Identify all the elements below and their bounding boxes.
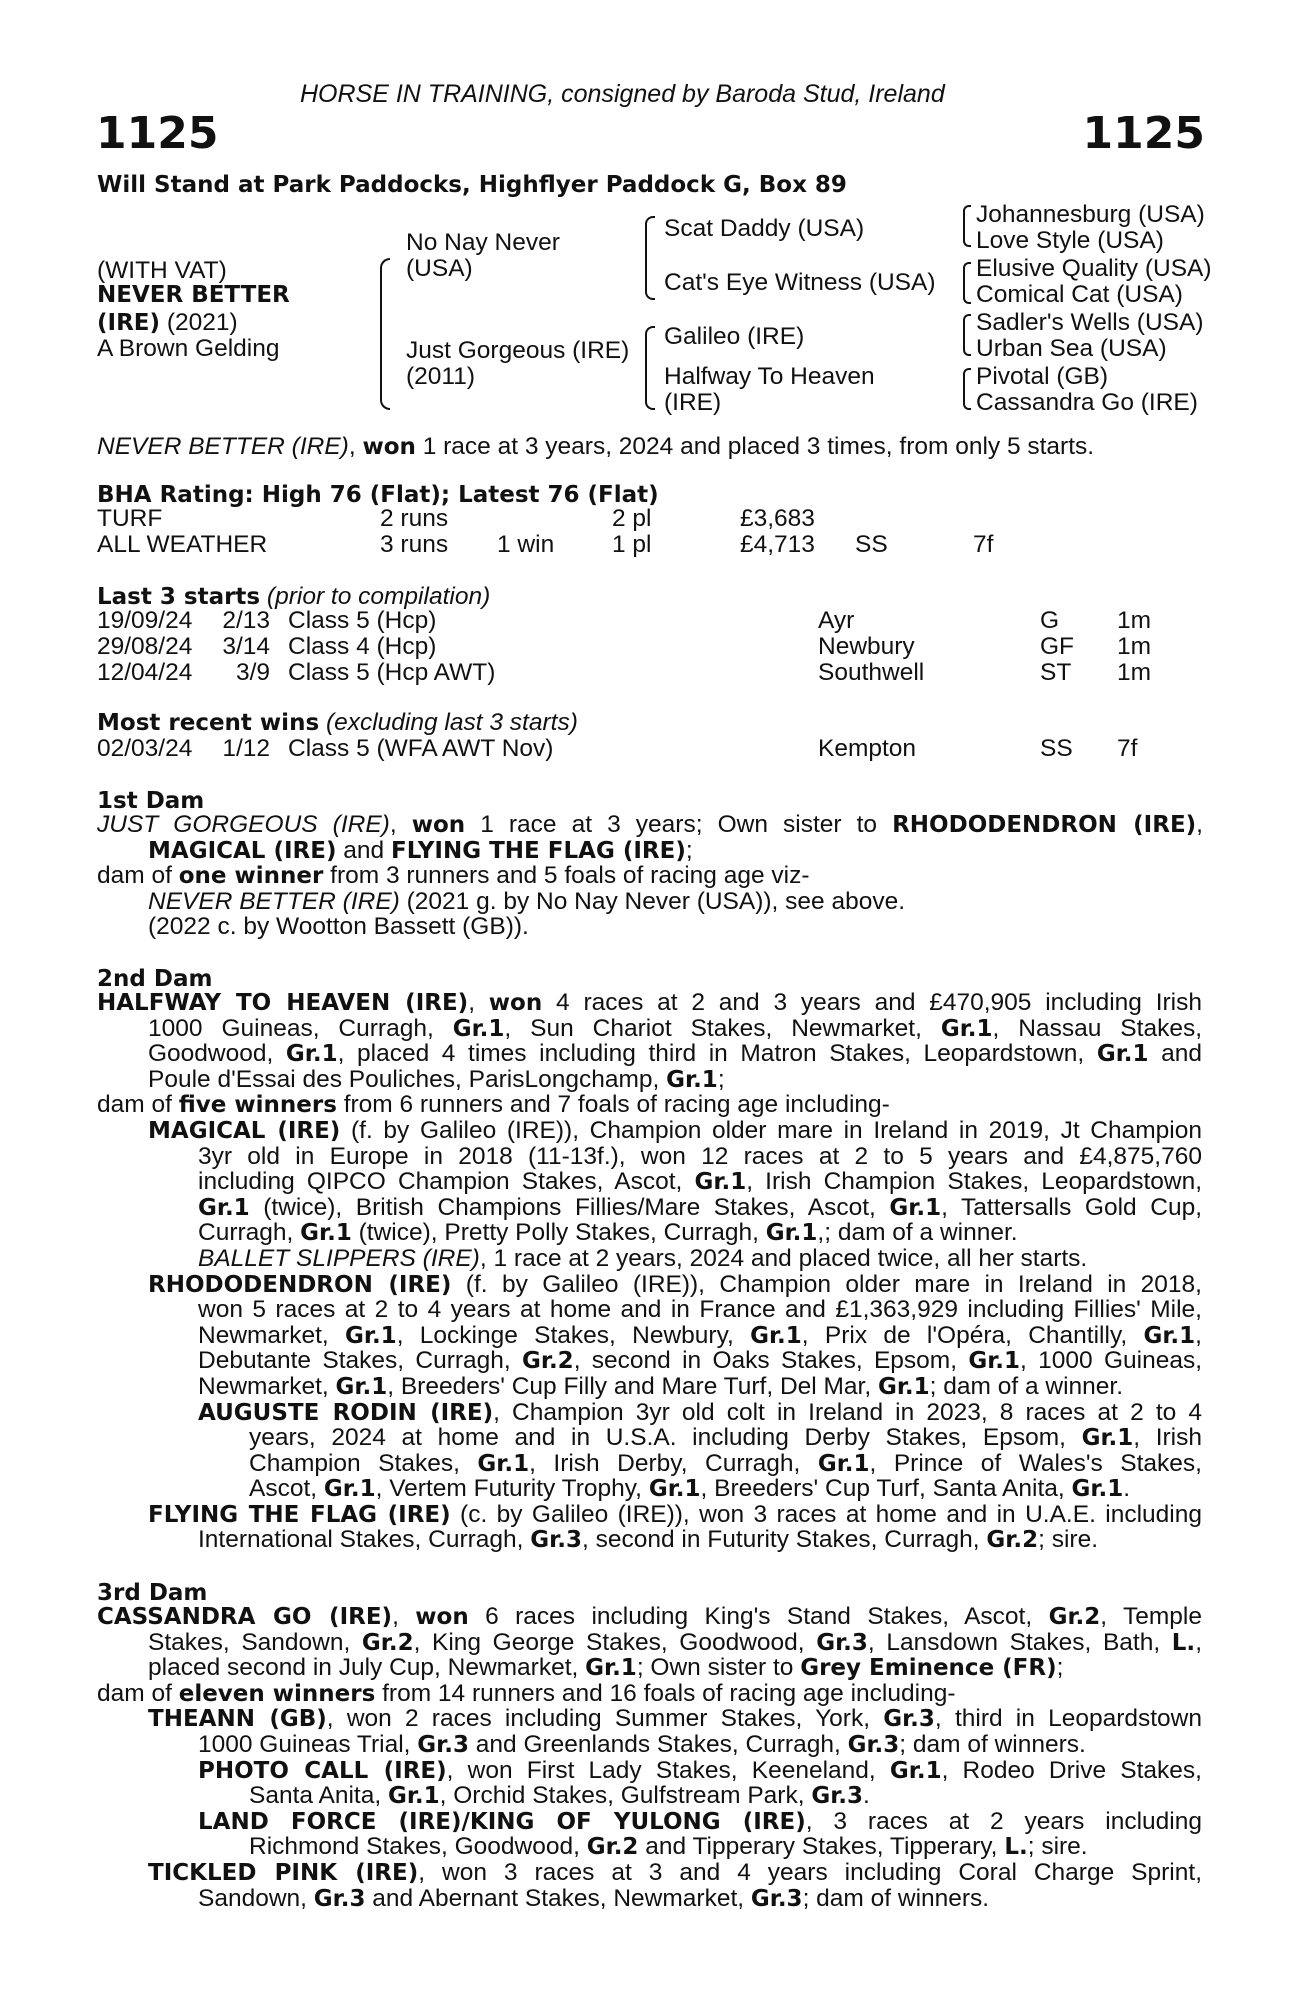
last3-heading: Last 3 starts (prior to compilation) (97, 583, 491, 610)
ped-dsd: Urban Sea (USA) (976, 335, 1167, 362)
recent-going: SS (1040, 735, 1073, 762)
rating-wins: 1 win (497, 531, 555, 558)
last3-course: Ayr (818, 607, 855, 634)
recent-dist: 7f (1117, 735, 1138, 762)
last3-date: 12/04/24 (97, 659, 193, 686)
sire-sire: Scat Daddy (USA) (664, 215, 865, 242)
horse-origin: (IRE) (2021) (97, 309, 238, 336)
last3-dist: 1m (1117, 659, 1152, 686)
last3-pos: 3/9 (235, 659, 270, 686)
second-dam-body: HALFWAY TO HEAVEN (IRE), won 4 races at 2 and 3 years and £470,905 including Irish 1000 Guineas, Curragh, Gr.1, Sun Chariot Stakes, Newmarket, Gr.1, Nassau Stakes, Goodwood, Gr.1, placed 4 times including third in Matron Stakes, Leopardstown, Gr.1 and Poule d'Essai des Pouliches, ParisLongchamp, Gr.1; dam of five winners from 6 runners and 7 foals of racing age including- MAGICAL (IRE) (f. by Galileo (IRE)), Champion older mare in Ireland in 2019, Jt Champion 3yr old in Europe in 2018 (11-13f.), won 12 races at 2 to 5 years and £4,875,760 including QIPCO Champion Stakes, Ascot, Gr.1, Irish Champion Stakes, Leopardstown, Gr.1 (twice), British Champions Fillies/Mare Stakes, Ascot, Gr.1, Tattersalls Gold Cup, Curragh, Gr.1 (twice), Pretty Polly Stakes, Curragh, Gr.1,; dam of a winner. BALLET SLIPPERS (IRE), 1 race at 2 years, 2024 and placed twice, all her starts. RHODODENDRON (IRE) (f. by Galileo (IRE)), Champion older mare in Ireland in 2018, won 5 races at 2 to 4 years at home and in France and £1,363,929 including Fillies' Mile, Newmarket, Gr.1, Lockinge Stakes, Newbury, Gr.1, Prix de l'Opéra, Chantilly, Gr.1, Debutante Stakes, Curragh, Gr.2, second in Oaks Stakes, Epsom, Gr.1, 1000 Guineas, Newmarket, Gr.1, Breeders' Cup Filly and Mare Turf, Del Mar, Gr.1; dam of a winner. AUGUSTE RODIN (IRE), Champion 3yr old colt in Ireland in 2023, 8 races at 2 to 4 years, 2024 at home and in U.S.A. including Derby Stakes, Epsom, Gr.1, Irish Champion Stakes, Gr.1, Irish Derby, Curragh, Gr.1, Prince of Wales's Stakes, Ascot, Gr.1, Vertem Futurity Trophy, Gr.1, Breeders' Cup Turf, Santa Anita, Gr.1. FLYING THE FLAG (IRE) (c. by Galileo (IRE)), won 3 races at home and in U.A.E. including International Stakes, Curragh, Gr.3, second in Futurity Stakes, Curragh, Gr.2; sire. (97, 990, 1202, 1554)
second-dam-heading: 2nd Dam (97, 966, 213, 992)
last3-date: 19/09/24 (97, 607, 193, 634)
rating-prize: £3,683 (740, 505, 815, 532)
third-dam-body: CASSANDRA GO (IRE), won 6 races including King's Stand Stakes, Ascot, Gr.2, Temple Stakes, Sandown, Gr.2, King George Stakes, Goodwood, Gr.3, Lansdown Stakes, Bath, L., placed second in July Cup, Newmarket, Gr.1; Own sister to Grey Eminence (FR); dam of eleven winners from 14 runners and 16 foals of racing age including- THEANN (GB), won 2 races including Summer Stakes, York, Gr.3, third in Leopardstown 1000 Guineas Trial, Gr.3 and Greenlands Stakes, Curragh, Gr.3; dam of winners. PHOTO CALL (IRE), won First Lady Stakes, Keeneland, Gr.1, Rodeo Drive Stakes, Santa Anita, Gr.1, Orchid Stakes, Gulfstream Park, Gr.3. LAND FORCE (IRE)/KING OF YULONG (IRE), 3 races at 2 years including Richmond Stakes, Goodwood, Gr.2 and Tipperary Stakes, Tipperary, L.; sire. TICKLED PINK (IRE), won 3 races at 3 and 4 years including Coral Charge Sprint, Sandown, Gr.3 and Abernant Stakes, Newmarket, Gr.3; dam of winners. (97, 1604, 1202, 1912)
pedigree-brace-dam (645, 326, 655, 410)
rating-surface: TURF (97, 505, 163, 532)
pedigree-brace-ds (963, 314, 971, 356)
pedigree-brace-main (380, 258, 390, 410)
last3-dist: 1m (1117, 633, 1152, 660)
lot-number-left: 1125 (96, 108, 219, 159)
rating-runs: 3 runs (380, 531, 449, 558)
horse-description: A Brown Gelding (97, 335, 280, 362)
sire-dam: Cat's Eye Witness (USA) (664, 269, 936, 296)
ped-dds: Pivotal (GB) (976, 363, 1109, 390)
recent-course: Kempton (818, 735, 917, 762)
last3-pos: 3/14 (222, 633, 270, 660)
sire-origin: (USA) (406, 255, 473, 282)
rating-going: SS (855, 531, 888, 558)
dam-year: (2011) (406, 363, 476, 390)
last3-race: Class 4 (Hcp) (288, 633, 437, 660)
ped-ddd: Cassandra Go (IRE) (976, 389, 1198, 416)
rating-placed: 2 pl (612, 505, 652, 532)
first-dam-heading: 1st Dam (97, 788, 205, 814)
third-dam-heading: 3rd Dam (97, 1580, 208, 1606)
last3-going: ST (1040, 659, 1072, 686)
stand-location: Will Stand at Park Paddocks, Highflyer Paddock G, Box 89 (97, 172, 847, 198)
ped-sdd: Comical Cat (USA) (976, 281, 1183, 308)
ped-sds: Elusive Quality (USA) (976, 255, 1212, 282)
recent-wins-heading: Most recent wins (excluding last 3 starts) (97, 709, 578, 736)
lot-number-right: 1125 (1082, 108, 1205, 159)
pedigree-brace-ss (963, 205, 971, 247)
rating-placed: 1 pl (612, 531, 652, 558)
last3-course: Southwell (818, 659, 925, 686)
dam-dam-origin: (IRE) (664, 389, 722, 416)
rating-prize: £4,713 (740, 531, 815, 558)
last3-course: Newbury (818, 633, 915, 660)
bha-rating: BHA Rating: High 76 (Flat); Latest 76 (Flat) (97, 482, 659, 508)
recent-pos: 1/12 (222, 735, 270, 762)
rating-dist: 7f (973, 531, 994, 558)
ped-dss: Sadler's Wells (USA) (976, 309, 1204, 336)
ped-ssd: Love Style (USA) (976, 227, 1164, 254)
last3-date: 29/08/24 (97, 633, 193, 660)
recent-race: Class 5 (WFA AWT Nov) (288, 735, 554, 762)
ped-sss: Johannesburg (USA) (976, 201, 1205, 228)
last3-going: GF (1040, 633, 1075, 660)
dam-dam: Halfway To Heaven (664, 363, 875, 390)
pedigree-brace-dd (963, 368, 971, 410)
sire-name: No Nay Never (406, 229, 560, 256)
last3-going: G (1040, 607, 1060, 634)
pedigree-brace-sire (645, 216, 655, 300)
dam-name: Just Gorgeous (IRE) (406, 337, 630, 364)
horse-name: NEVER BETTER (97, 282, 290, 308)
pedigree-brace-sd (963, 262, 971, 304)
dam-sire: Galileo (IRE) (664, 323, 805, 350)
last3-dist: 1m (1117, 607, 1152, 634)
recent-date: 02/03/24 (97, 735, 193, 762)
first-dam-body: JUST GORGEOUS (IRE), won 1 race at 3 years; Own sister to RHODODENDRON (IRE), MAGICAL (IRE) and FLYING THE FLAG (IRE); dam of one winner from 3 runners and 5 foals of racing age viz- NEVER BETTER (IRE) (2021 g. by No Nay Never (USA)), see above. (2022 c. by Wootton Bassett (GB)). (97, 812, 1203, 941)
race-summary: NEVER BETTER (IRE), won 1 race at 3 years, 2024 and placed 3 times, from only 5 starts. (97, 433, 1095, 460)
vat-note: (WITH VAT) (97, 257, 227, 284)
last3-race: Class 5 (Hcp AWT) (288, 659, 496, 686)
last3-pos: 2/13 (222, 607, 270, 634)
consignment-line: HORSE IN TRAINING, consigned by Baroda Stud, Ireland (300, 80, 945, 108)
rating-surface: ALL WEATHER (97, 531, 268, 558)
last3-race: Class 5 (Hcp) (288, 607, 437, 634)
rating-runs: 2 runs (380, 505, 449, 532)
